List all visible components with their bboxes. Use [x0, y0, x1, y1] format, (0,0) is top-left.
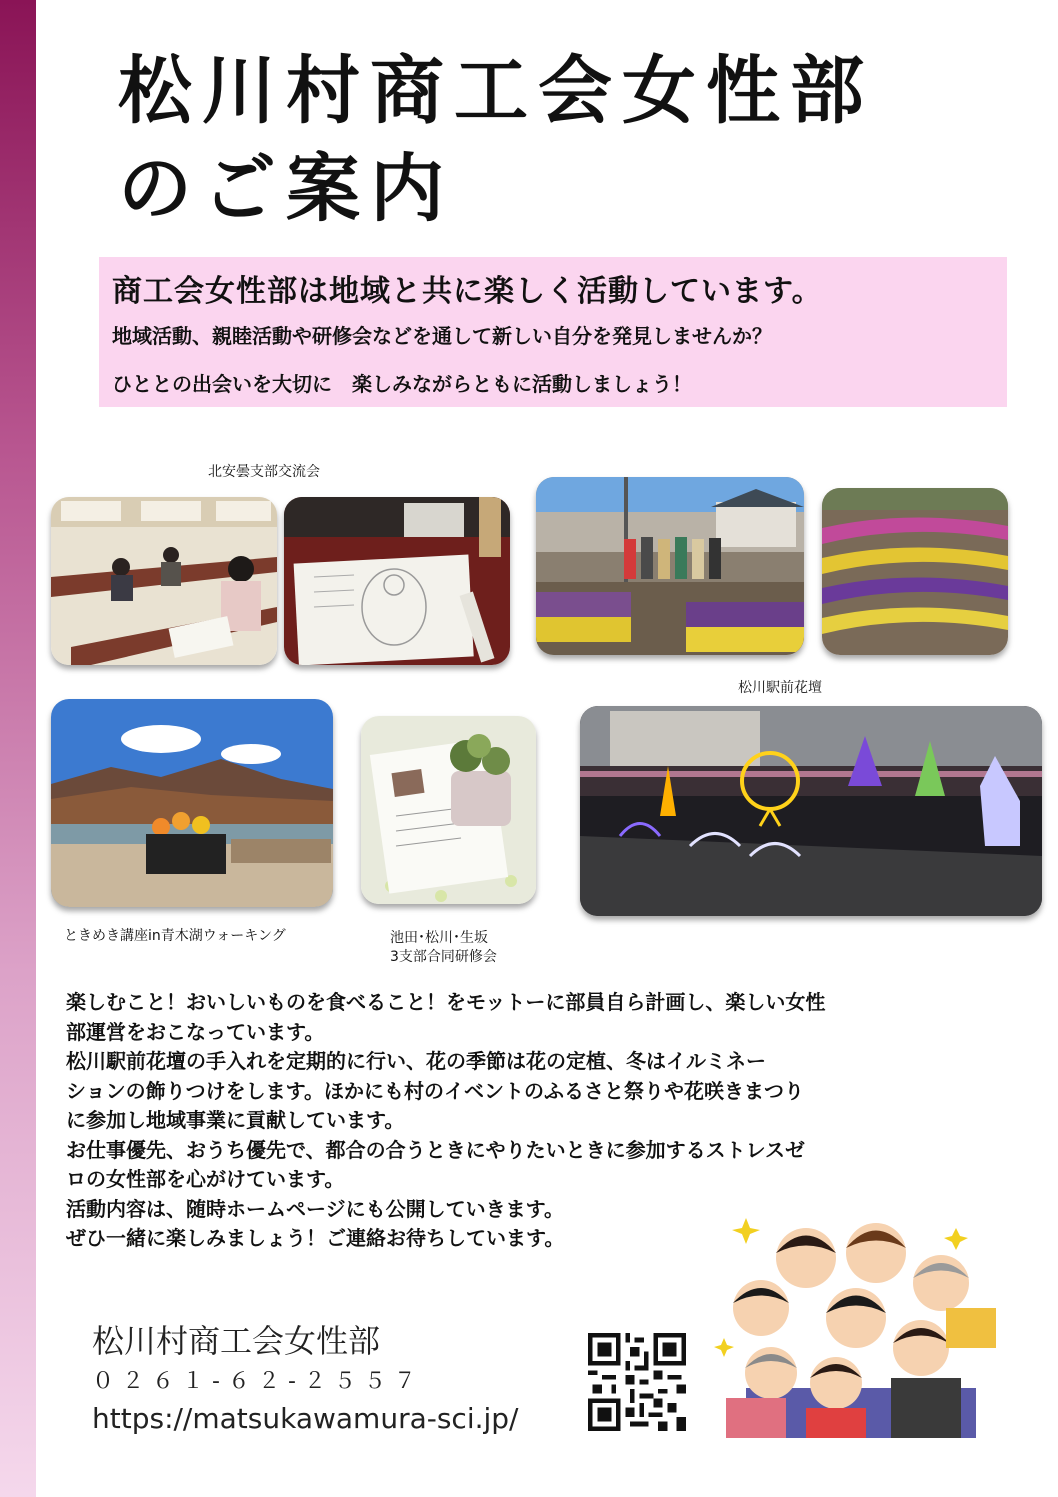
body-line: ロの女性部を心がけています。: [66, 1167, 345, 1191]
intro-line-2: ひととの出会いを大切に 楽しみながらともに活動しましょう！: [112, 372, 692, 396]
caption-joint-line2: 3支部合同研修会: [390, 949, 497, 965]
contact-organization: 松川村商工会女性部: [92, 1322, 381, 1360]
photo-succulent-workshop: [361, 716, 536, 904]
photo-calligraphy-room: [51, 497, 277, 665]
side-accent-bar: [0, 0, 36, 1497]
contact-website-link[interactable]: https://matsukawamura-sci.jp/: [92, 1402, 519, 1435]
caption-aoki-walking: ときめき講座in青木湖ウォーキング: [64, 928, 286, 944]
body-line: 部運営をおこなっています。: [66, 1019, 325, 1044]
body-line: ションの飾りつけをします。ほかにも村のイベントのふるさと祭りや花咲きまつり: [66, 1078, 804, 1103]
photo-flowerbed-group: [536, 477, 804, 655]
photo-lake-walking: [51, 699, 333, 907]
qr-code-icon[interactable]: [588, 1333, 686, 1431]
body-line: 松川駅前花壇の手入れを定期的に行い、花の季節は花の定植、冬はイルミネー: [66, 1049, 766, 1073]
photo-flower-rows: [822, 488, 1008, 655]
body-line: 楽しむこと！おいしいものを食べること！をモットーに部員自ら計画し、楽しい女性: [66, 990, 826, 1014]
contact-phone: ０２６１-６２-２５５７: [92, 1369, 424, 1394]
intro-line-1: 地域活動、親睦活動や研修会などを通して新しい自分を発見しませんか？: [112, 324, 772, 348]
page-title-line2: のご案内: [118, 146, 454, 232]
cheering-group-illustration: [706, 1198, 1006, 1438]
caption-joint-line1: 池田･松川･生坂: [390, 930, 488, 946]
intro-lead: 商工会女性部は地域と共に楽しく活動しています。: [112, 274, 823, 309]
body-line: お仕事優先、おうち優先で、都合の合うときにやりたいときに参加するストレスゼ: [66, 1137, 805, 1162]
caption-kitaazumi: 北安曇支部交流会: [208, 464, 320, 480]
body-line: に参加し地域事業に貢献しています。: [66, 1108, 405, 1132]
photo-buddha-tracing: [284, 497, 510, 665]
caption-station-flowerbed: 松川駅前花壇: [738, 680, 822, 696]
page-title-line1: 松川村商工会女性部: [118, 48, 874, 134]
body-line: ぜひ一緒に楽しみましょう！ご連絡お待ちしています。: [66, 1226, 565, 1250]
body-line: 活動内容は、随時ホームページにも公開していきます。: [66, 1196, 564, 1221]
photo-illumination: [580, 706, 1042, 916]
